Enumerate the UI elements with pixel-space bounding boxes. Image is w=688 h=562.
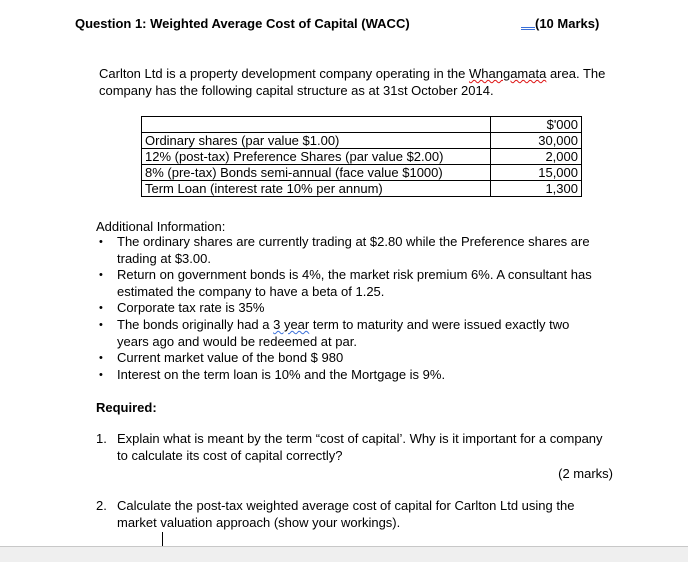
required-heading: Required: <box>96 400 157 415</box>
item-text: Explain what is meant by the term “cost of capital’. Why is it important for a company to calculate its cost of capital correctly? <box>117 431 603 463</box>
tab-marker-icon <box>521 27 535 30</box>
list-item: • Corporate tax rate is 35% <box>99 300 599 317</box>
text-cursor <box>162 532 163 546</box>
list-item: • Interest on the term loan is 10% and the Mortgage is 9%. <box>99 367 599 384</box>
question-marks <box>521 16 599 31</box>
item-text: Calculate the post-tax weighted average cost of capital for Carlton Ltd using the market valuation approach (show your workings). <box>117 498 575 530</box>
table-cell: 30,000 <box>491 133 582 149</box>
intro-text: Carlton Ltd is a property development company operating in the <box>99 66 469 81</box>
table-header-row <box>142 117 582 133</box>
intro-paragraph <box>99 66 619 99</box>
list-item <box>99 317 599 350</box>
table-row <box>142 165 582 181</box>
question-title: Question 1: Weighted Average Cost of Capital (WACC) <box>75 16 410 31</box>
grammar-flag[interactable]: 3 year <box>273 316 310 332</box>
list-text: The bonds originally had a <box>117 316 274 332</box>
status-bar <box>0 546 688 562</box>
table-cell <box>142 117 491 133</box>
item-number: 1. <box>96 431 107 446</box>
table-cell: 8% (pre-tax) Bonds semi-annual (face value $1000) <box>142 165 491 181</box>
item-number: 2. <box>96 498 107 513</box>
spelling-flag[interactable]: Whangamata <box>469 66 547 81</box>
table-cell: 15,000 <box>491 165 582 181</box>
table-cell: $'000 <box>491 117 582 133</box>
additional-info-heading: Additional Information: <box>96 219 226 234</box>
list-item: • Return on government bonds is 4%, the market risk premium 6%. A consultant has estimated the company to have a beta of 1.25. <box>99 267 599 300</box>
table-row <box>142 149 582 165</box>
item-marks: (2 marks) <box>558 466 613 481</box>
table-cell: 1,300 <box>491 181 582 197</box>
intro-text-end: area. The company has the following capital structure as at 31st October 2014. <box>99 66 606 98</box>
table-cell: Term Loan (interest rate 10% per annum) <box>142 181 491 197</box>
additional-info-list <box>99 234 599 383</box>
capital-structure-table <box>141 116 582 197</box>
required-item-1 <box>96 431 606 464</box>
table-row <box>142 133 582 149</box>
table-row <box>142 181 582 197</box>
table-cell: Ordinary shares (par value $1.00) <box>142 133 491 149</box>
required-item-2 <box>96 498 606 531</box>
table-cell: 12% (post-tax) Preference Shares (par value $2.00) <box>142 149 491 165</box>
list-item: • The ordinary shares are currently trading at $2.80 while the Preference shares are trading at $3.00. <box>99 234 599 267</box>
list-item: • Current market value of the bond $ 980 <box>99 350 599 367</box>
marks-label: (10 Marks) <box>535 16 600 31</box>
table-cell: 2,000 <box>491 149 582 165</box>
list-text: term to maturity and were issued exactly two years ago and would be redeemed at par. <box>117 316 570 349</box>
